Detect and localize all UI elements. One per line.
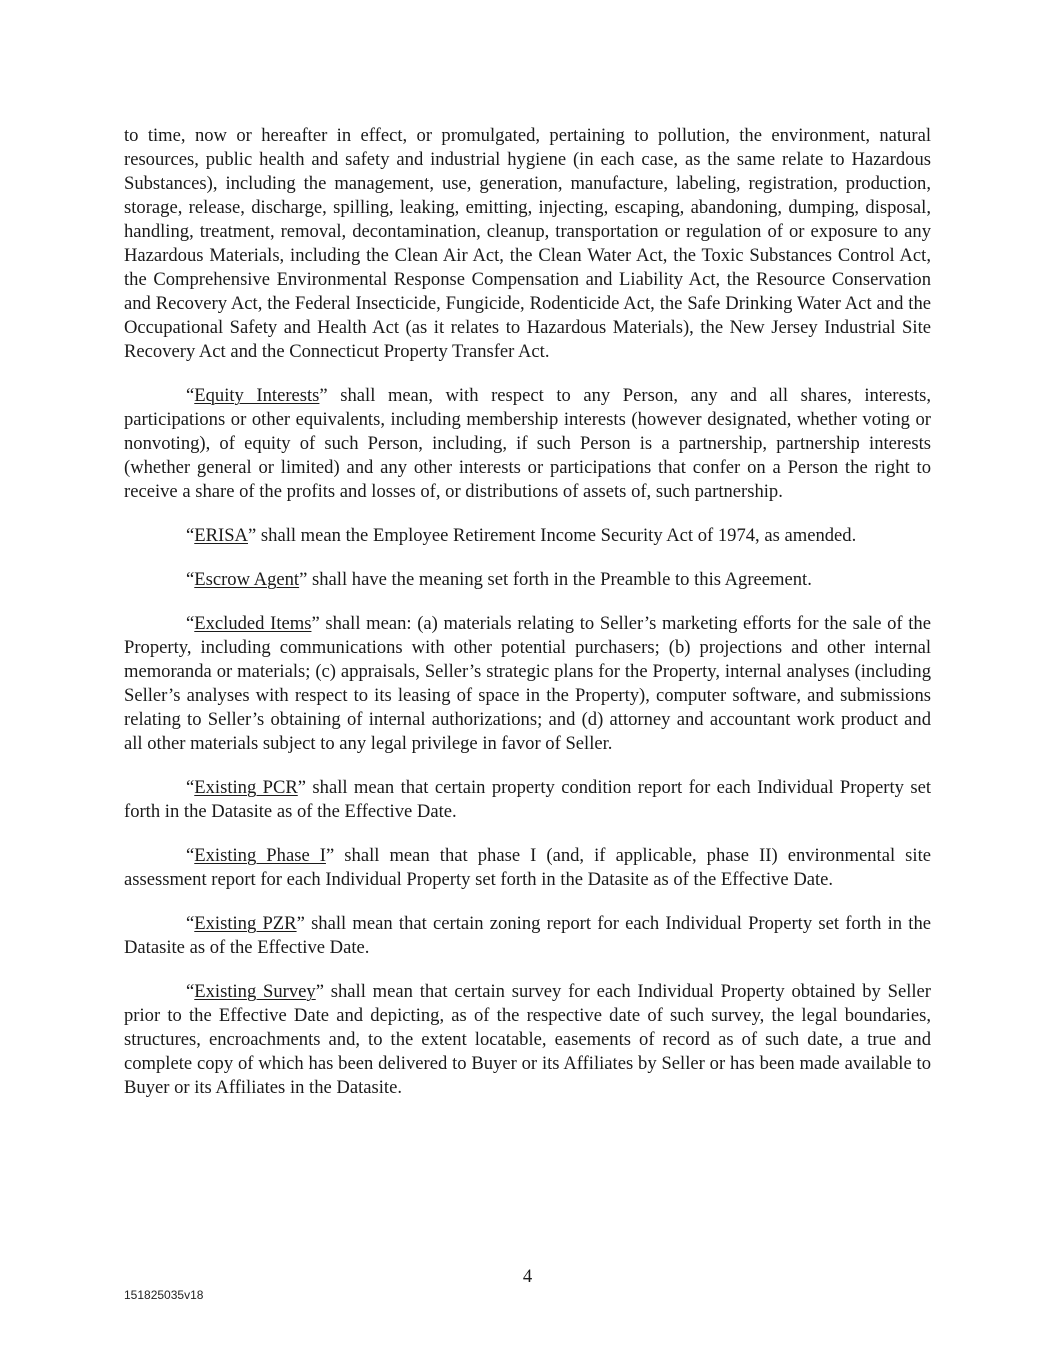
- close-quote: ”: [315, 981, 324, 1002]
- defined-term: Existing Survey: [194, 981, 316, 1002]
- defined-term: Escrow Agent: [194, 569, 300, 590]
- close-quote: ”: [311, 613, 320, 634]
- defined-term: Equity Interests: [194, 385, 320, 406]
- definition-text: shall mean the Employee Retirement Income Security Act of 1974, as amended.: [256, 525, 857, 546]
- open-quote: “: [186, 777, 195, 798]
- definition-equity-interests: [124, 384, 931, 504]
- definition-text: shall mean: (a) materials relating to Seller’s marketing efforts for the sale of the Property, including communications with other potential purchasers; (b) projections and other internal memoranda or materials; (c) appraisals, Seller’s strategic plans for the Property, internal analyses (including Seller’s analyses with respect to its leasing of space in the Property), computer software, and submissions relating to Seller’s obtaining of internal authorizations; and (d) attorney and accountant work product and all other materials subject to any legal privilege in favor of Seller.: [124, 613, 931, 754]
- defined-term: ERISA: [194, 525, 248, 546]
- definition-existing-pzr: [124, 912, 931, 960]
- open-quote: “: [186, 913, 195, 934]
- definition-erisa: [124, 524, 931, 548]
- definition-text: shall mean, with respect to any Person, any and all shares, interests, participations or other equivalents, including membership interests (however designated, whether voting or nonvoting), of equity of such Person, including, if such Person is a partnership, partnership interests (whether general or limited) and any other interests or participations that confer on a Person the right to receive a share of the profits and losses of, or distributions of assets of, such partnership.: [124, 385, 931, 502]
- open-quote: “: [186, 845, 195, 866]
- definition-escrow-agent: [124, 568, 931, 592]
- definition-text: shall mean that certain zoning report for each Individual Property set forth in the Datasite as of the Effective Date.: [124, 913, 931, 958]
- close-quote: ”: [296, 913, 305, 934]
- definition-existing-phase-i: [124, 844, 931, 892]
- defined-term: Existing Phase I: [194, 845, 326, 866]
- close-quote: ”: [299, 569, 308, 590]
- open-quote: “: [186, 569, 195, 590]
- definition-text: shall mean that certain survey for each Individual Property obtained by Seller prior to the Effective Date and depicting, as of the respective date of such survey, the legal boundaries, structures, encroachments and, to the extent locatable, easements of record as of such date, a true and complete copy of which has been delivered to Buyer or its Affiliates by Seller or has been made available to Buyer or its Affiliates in the Datasite.: [124, 981, 931, 1098]
- close-quote: ”: [325, 845, 335, 866]
- definition-text: shall mean that certain property condition report for each Individual Property set forth in the Datasite as of the Effective Date.: [124, 777, 931, 822]
- defined-term: Existing PZR: [194, 913, 297, 934]
- document-id: 151825035v18: [124, 1288, 204, 1302]
- page-number: 4: [522, 1266, 533, 1287]
- open-quote: “: [186, 981, 195, 1002]
- definition-excluded-items: [124, 612, 931, 756]
- open-quote: “: [186, 613, 195, 634]
- definition-existing-survey: [124, 980, 931, 1100]
- document-body: [124, 124, 931, 1120]
- close-quote: ”: [319, 385, 328, 406]
- open-quote: “: [186, 525, 195, 546]
- definition-existing-pcr: [124, 776, 931, 824]
- close-quote: ”: [248, 525, 257, 546]
- open-quote: “: [186, 385, 195, 406]
- defined-term: Excluded Items: [194, 613, 312, 634]
- definition-text: shall have the meaning set forth in the Preamble to this Agreement.: [307, 569, 812, 590]
- defined-term: Existing PCR: [194, 777, 298, 798]
- definition-text: shall mean that phase I (and, if applicable, phase II) environmental site assessment report for each Individual Property set forth in the Datasite as of the Effective Date.: [124, 845, 931, 890]
- continued-paragraph: to time, now or hereafter in effect, or promulgated, pertaining to pollution, the environment, natural resources, public health and safety and industrial hygiene (in each case, as the same relate to Hazardous Substances), including the management, use, generation, manufacture, labeling, registration, production, storage, release, discharge, spilling, leaking, emitting, injecting, escaping, abandoning, dumping, disposal, handling, treatment, removal, decontamination, cleanup, transportation or regulation of or exposure to any Hazardous Materials, including the Clean Air Act, the Clean Water Act, the Toxic Substances Control Act, the Comprehensive Environmental Response Compensation and Liability Act, the Resource Conservation and Recovery Act, the Federal Insecticide, Fungicide, Rodenticide Act, the Safe Drinking Water Act and the Occupational Safety and Health Act (as it relates to Hazardous Materials), the New Jersey Industrial Site Recovery Act and the Connecticut Property Transfer Act.: [124, 125, 931, 362]
- close-quote: ”: [297, 777, 307, 798]
